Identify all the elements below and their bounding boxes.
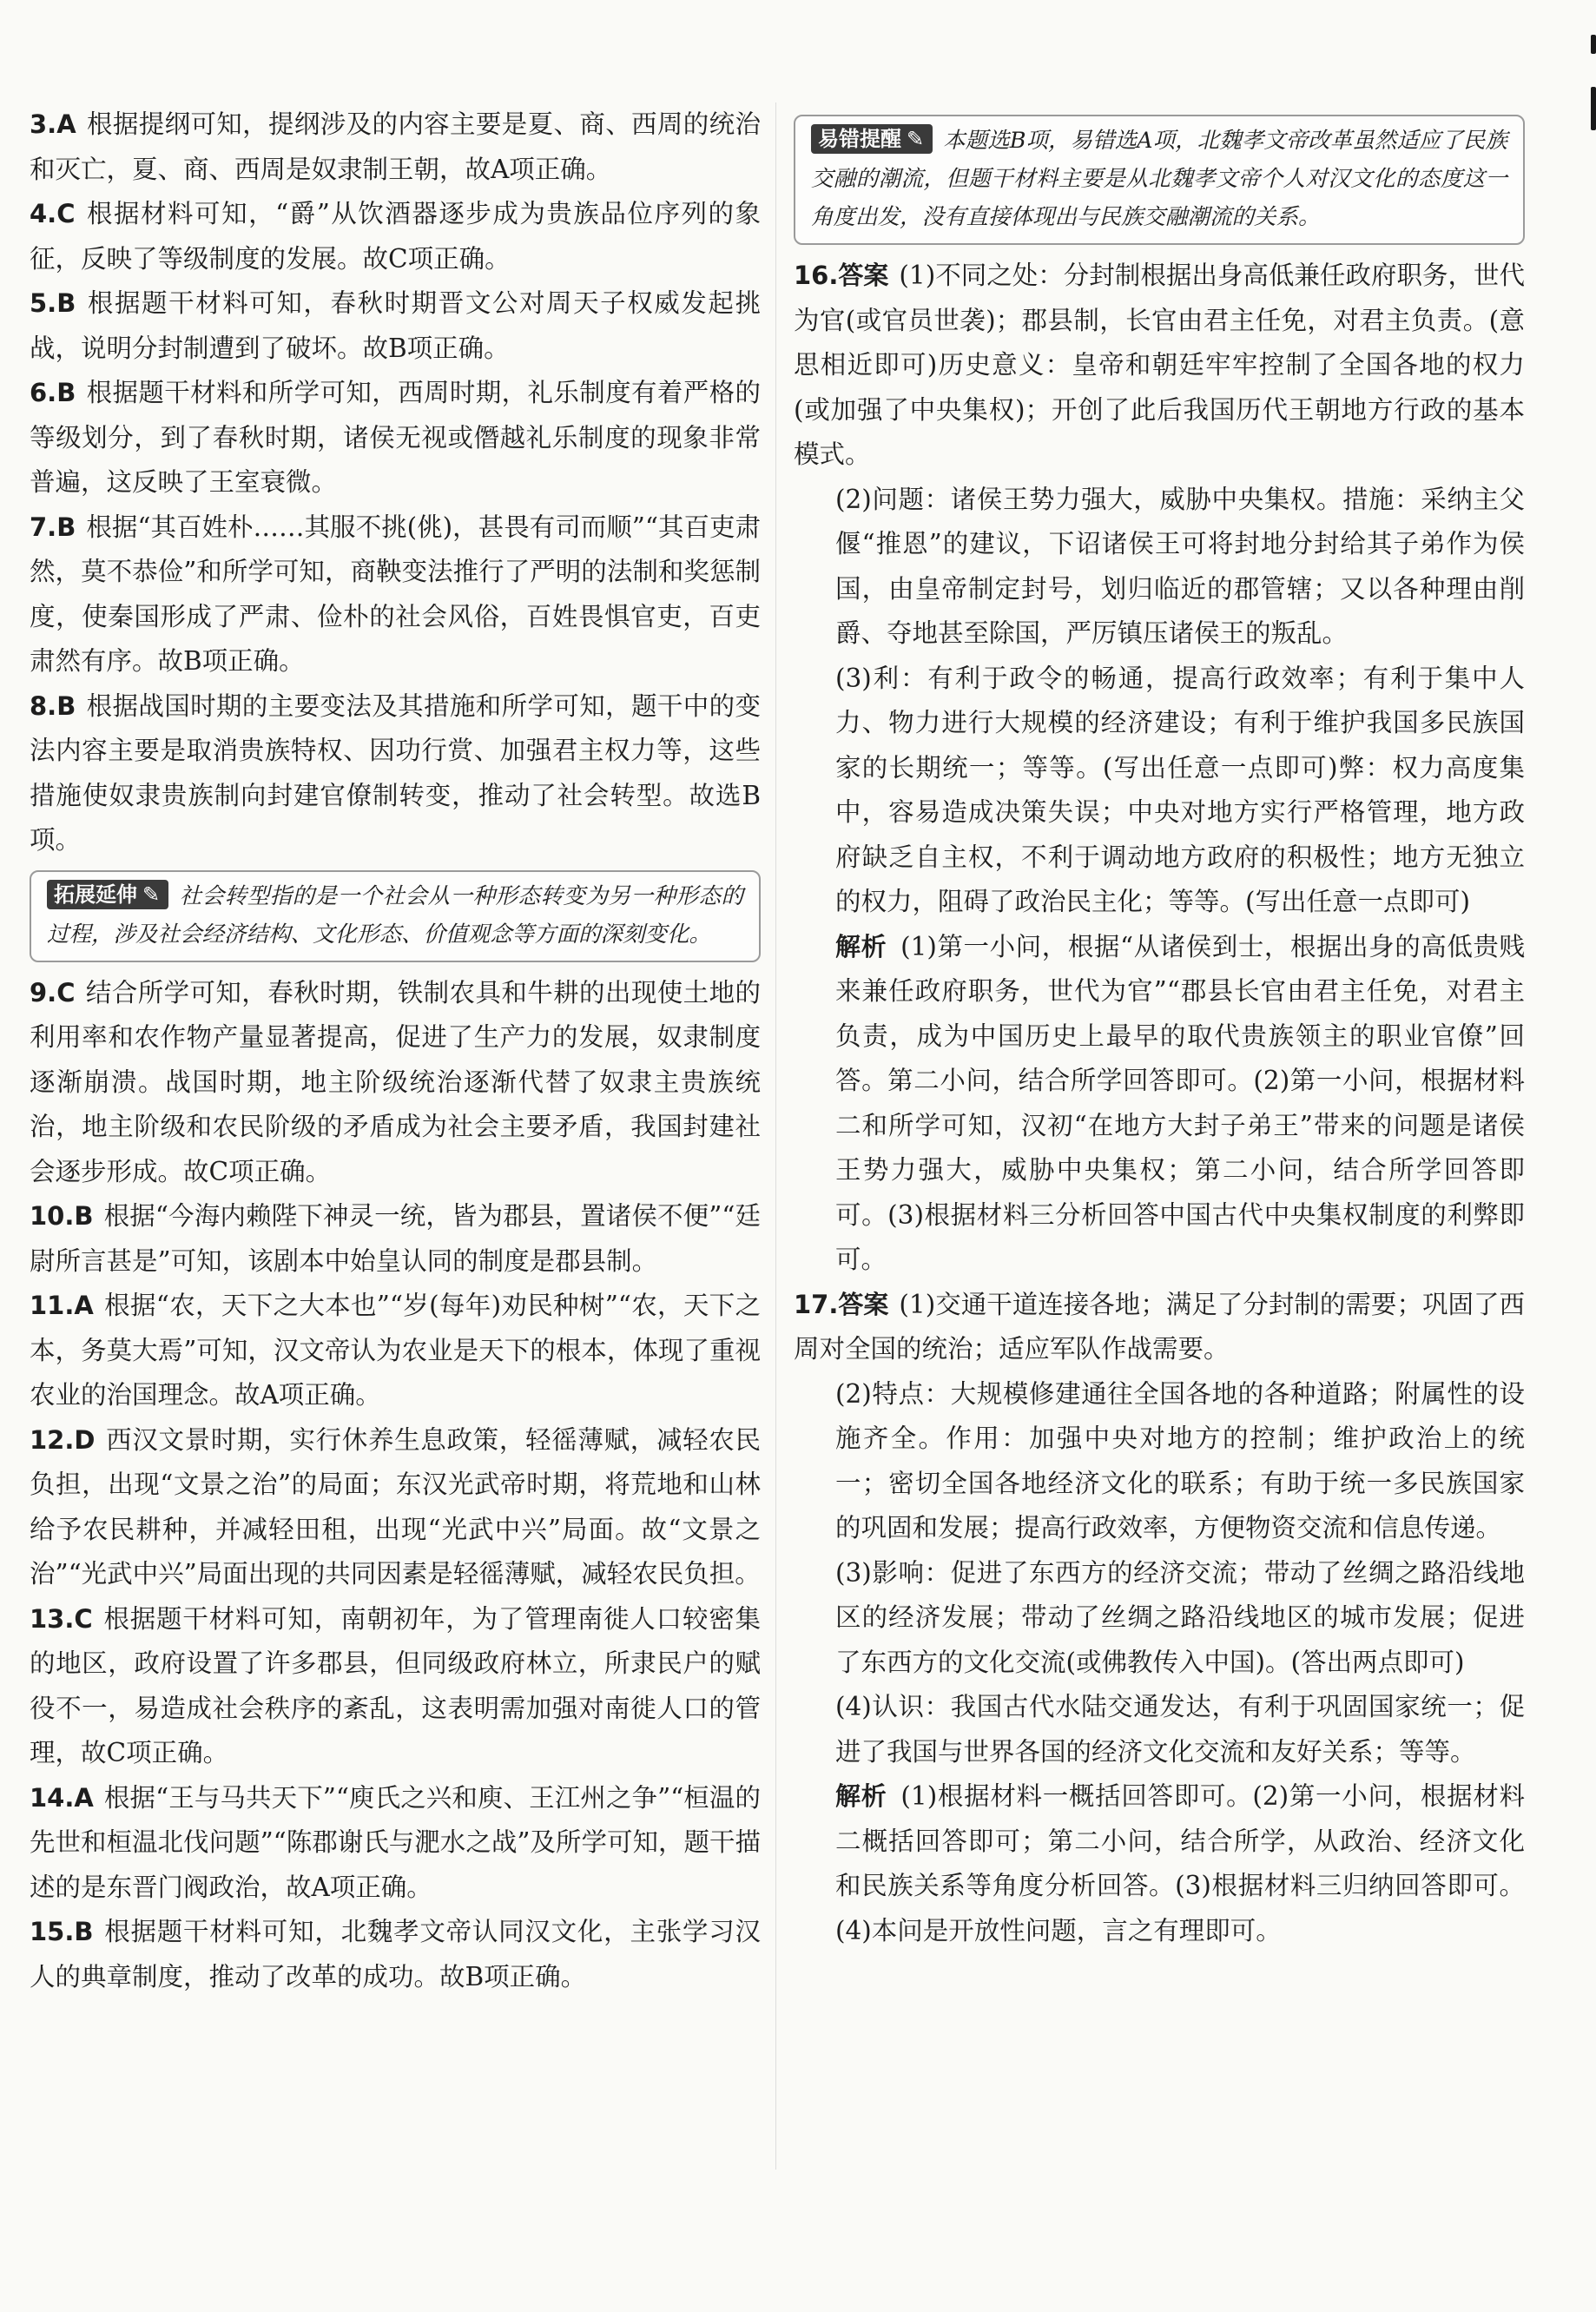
question-number: 8.B (30, 690, 76, 721)
extension-tag-label: 拓展延伸 (54, 882, 137, 907)
answer-text: 根据“农，天下之大本也”“岁(每年)劝民种树”“农，天下之本，务莫大焉”可知，汉文帝认为农业是天下的根本，体现了重视农业的治国理念。故A项正确。 (30, 1291, 761, 1410)
right-column (794, 115, 1525, 1953)
analysis-text: (1)第一小问，根据“从诸侯到士，根据出身的高低贵贱来兼任政府职务，世代为官”“郡县长官由君主任免，对君主负责，成为中国历史上最早的取代贵族领主的职业官僚”回答。第二小问，结合所学回答即可。(2)第一小问，根据材料二和所学可知，汉初“在地方大封子弟王”带来的问题是诸侯王势力强大，威胁中央集权；第二小问，结合所学回答即可。(3)根据材料三分析回答中国古代中央集权制度的利弊即可。 (835, 931, 1525, 1274)
answer-item (30, 371, 761, 505)
question-number: 6.B (30, 378, 76, 407)
answer-item (30, 1194, 761, 1284)
answer-item (30, 1910, 761, 1999)
answer-text: 根据提纲可知，提纲涉及的内容主要是夏、商、西周的统治和灭亡，夏、商、西周是奴隶制王朝，故A项正确。 (30, 109, 761, 184)
question-number: 15.B (30, 1917, 94, 1946)
error-warning-tag-label: 易错提醒 (818, 127, 901, 151)
analysis-label: 解析 (835, 931, 887, 961)
question-number: 16.答案 (794, 261, 889, 290)
question-number: 5.B (30, 288, 76, 318)
answer-part-2: (2)特点：大规模修建通往全国各地的各种道路；附属性的设施齐全。作用：加强中央对地方的控制；维护政治上的统一；密切全国各地经济文化的联系；有助于统一多民族国家的巩固和发展；提高行政效率，方便物资交流和信息传递。 (835, 1378, 1525, 1542)
answer-item (30, 971, 761, 1195)
answer-part-4: (4)认识：我国古代水陆交通发达，有利于巩固国家统一；促进了我国与世界各国的经济文化交流和友好关系；等等。 (835, 1692, 1525, 1767)
answer-text: 根据“今海内赖陛下神灵一统，皆为郡县，置诸侯不便”“廷尉所言甚是”可知，该剧本中始皇认同的制度是郡县制。 (30, 1201, 761, 1276)
error-warning-tag (811, 124, 933, 154)
answer-item (30, 684, 761, 863)
answer-item (30, 102, 761, 192)
question-number: 3.A (30, 109, 76, 139)
answer-item (30, 1776, 761, 1911)
answer-part-3: (3)影响：促进了东西方的经济交流；带动了丝绸之路沿线地区的经济发展；带动了丝绸之路沿线地区的城市发展；促进了东西方的文化交流(或佛教传入中国)。(答出两点即可) (835, 1557, 1525, 1677)
error-warning-box (794, 115, 1525, 245)
question-number: 14.A (30, 1782, 94, 1813)
answer-text: 根据题干材料可知，南朝初年，为了管理南徙人口较密集的地区，政府设置了许多郡县，但同级政府林立，所隶民户的赋役不一，易造成社会秩序的紊乱，这表明需加强对南徙人口的管理，故C项正确。 (30, 1603, 761, 1767)
answer-text: 根据“其百姓朴……其服不挑(佻)，甚畏有司而顺”“其百吏肃然，莫不恭俭”和所学可知，商鞅变法推行了严明的法制和奖惩制度，使秦国形成了严肃、俭朴的社会风俗，百姓畏惧官吏，百吏肃然有序。故B项正确。 (30, 512, 761, 676)
edge-marks (1586, 0, 1596, 165)
answer-part-2: (2)问题：诸侯王势力强大，威胁中央集权。措施：采纳主父偃“推恩”的建议，下诏诸侯王可将封地分封给其子弟作为侯国，由皇帝制定封号，划归临近的郡管辖；又以各种理由削爵、夺地甚至除国，严厉镇压诸侯王的叛乱。 (835, 484, 1525, 648)
question-number: 13.C (30, 1603, 93, 1634)
answer-text: 根据战国时期的主要变法及其措施和所学可知，题干中的变法内容主要是取消贵族特权、因功行赏、加强君主权力等，这些措施使奴隶贵族制向封建官僚制转变，推动了社会转型。故选B项。 (30, 690, 761, 855)
question-number: 17.答案 (794, 1289, 889, 1319)
left-column (30, 102, 761, 1999)
extension-tag (47, 880, 168, 909)
answer-text: 根据题干材料和所学可知，西周时期，礼乐制度有着严格的等级划分，到了春秋时期，诸侯无视或僭越礼乐制度的现象非常普遍，这反映了王室衰微。 (30, 378, 761, 497)
question-number: 12.D (30, 1424, 96, 1455)
answer-item (30, 1284, 761, 1418)
column-divider (775, 102, 776, 2170)
answer-part-3: (3)利：有利于政令的畅通，提高行政效率；有利于集中人力、物力进行大规模的经济建设；有利于维护我国多民族国家的长期统一；等等。(写出任意一点即可)弊：权力高度集中，容易造成决策失误；中央对地方实行严格管理，地方政府缺乏自主权，不利于调动地方政府的积极性；地方无独立的权力，阻碍了政治民主化；等等。(写出任意一点即可) (835, 663, 1525, 916)
question-number: 11.A (30, 1291, 94, 1320)
error-warning-text: 本题选B项，易错选A项，北魏孝文帝改革虽然适应了民族交融的潮流，但题干材料主要是从北魏孝文帝个人对汉文化的态度这一角度出发，没有直接体现出与民族交融潮流的关系。 (811, 128, 1507, 230)
answer-text: 结合所学可知，春秋时期，铁制农具和牛耕的出现使土地的利用率和农作物产量显著提高，促进了生产力的发展，奴隶制度逐渐崩溃。战国时期，地主阶级统治逐渐代替了奴隶主贵族统治，地主阶级和农民阶级的矛盾成为社会主要矛盾，我国封建社会逐步形成。故C项正确。 (30, 977, 761, 1186)
answer-item (30, 1418, 761, 1597)
answer-item (30, 192, 761, 281)
answer-text: 根据题干材料可知，北魏孝文帝认同汉文化，主张学习汉人的典章制度，推动了改革的成功。故B项正确。 (30, 1917, 761, 1992)
question-number: 7.B (30, 512, 76, 542)
analysis-text: (1)根据材料一概括回答即可。(2)第一小问，根据材料二概括回答即可；第二小问，结合所学，从政治、经济文化和民族关系等角度分析回答。(3)根据材料三归纳回答即可。(4)本问是开放性问题，言之有理即可。 (835, 1781, 1525, 1945)
question-17-answer (794, 1283, 1525, 1954)
answer-text: 根据“王与马共天下”“庾氏之兴和庾、王江州之争”“桓温的先世和桓温北伐问题”“陈郡谢氏与淝水之战”及所学可知，题干描述的是东晋门阀政治，故A项正确。 (30, 1782, 761, 1902)
question-number: 9.C (30, 977, 76, 1007)
answer-item (30, 505, 761, 684)
extension-note-text: 社会转型指的是一个社会从一种形态转变为另一种形态的过程，涉及社会经济结构、文化形态、价值观念等方面的深刻变化。 (47, 882, 743, 948)
question-number: 10.B (30, 1201, 94, 1231)
answer-item (30, 1597, 761, 1776)
answer-text: 根据题干材料可知，春秋时期晋文公对周天子权威发起挑战，说明分封制遭到了破坏。故B项正确。 (30, 288, 761, 363)
extension-note-box (30, 870, 761, 962)
answer-item (30, 281, 761, 371)
book-icon: ✎ (142, 882, 161, 907)
question-16-answer (794, 254, 1525, 1283)
analysis-label: 解析 (835, 1781, 887, 1811)
answer-text: 根据材料可知，“爵”从饮酒器逐步成为贵族品位序列的象征，反映了等级制度的发展。故C项正确。 (30, 199, 761, 274)
answer-part-1: (1)不同之处：分封制根据出身高低兼任政府职务，世代为官(或官员世袭)；郡县制，长官由君主任免，对君主负责。(意思相近即可)历史意义：皇帝和朝廷牢牢控制了全国各地的权力(或加强了中央集权)；开创了此后我国历代王朝地方行政的基本模式。 (794, 261, 1525, 469)
answer-part-1: (1)交通干道连接各地；满足了分封制的需要；巩固了西周对全国的统治；适应军队作战需要。 (794, 1289, 1525, 1364)
answer-text: 西汉文景时期，实行休养生息政策，轻徭薄赋，减轻农民负担，出现“文景之治”的局面；东汉光武帝时期，将荒地和山林给予农民耕种，并减轻田租，出现“光武中兴”局面。故“文景之治”“光武中兴”局面出现的共同因素是轻徭薄赋，减轻农民负担。 (30, 1424, 761, 1589)
book-icon: ✎ (907, 127, 925, 151)
question-number: 4.C (30, 199, 76, 228)
